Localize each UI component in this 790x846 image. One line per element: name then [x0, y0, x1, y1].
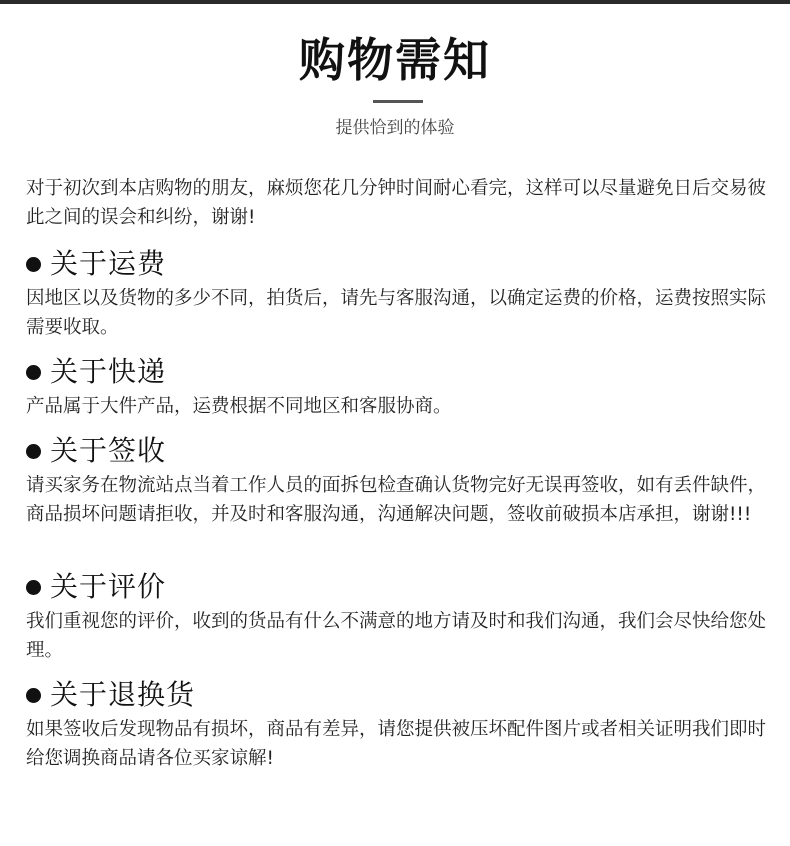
- page-title: 购物需知: [299, 33, 491, 87]
- bullet-icon: [26, 580, 41, 595]
- section-heading: [26, 244, 771, 284]
- section-shipping-fee: [26, 244, 771, 342]
- section-body: 如果签收后发现物品有损坏，商品有差异，请您提供被压坏配件图片或者相关证明我们即时给您调换商品请各位买家谅解!: [26, 719, 767, 769]
- section-heading-text: 关于退换货: [50, 678, 196, 711]
- section-body: 我们重视您的评价，收到的货品有什么不满意的地方请及时和我们沟通，我们会尽快给您处理。: [26, 611, 767, 661]
- section-heading: [26, 675, 771, 715]
- section-courier: [26, 352, 771, 421]
- bullet-icon: [26, 444, 41, 459]
- section-heading: [26, 431, 771, 471]
- section-heading: [26, 352, 771, 392]
- page-subtitle: 提供恰到的体验: [335, 118, 455, 138]
- section-heading-text: 关于快递: [50, 355, 167, 388]
- section-heading-text: 关于运费: [50, 247, 167, 280]
- section-returns: [26, 675, 771, 773]
- section-body: 请买家务在物流站点当着工作人员的面拆包检查确认货物完好无误再签收，如有丢件缺件，商品损坏问题请拒收，并及时和客服沟通，沟通解决问题，签收前破损本店承担，谢谢!!!: [26, 475, 767, 525]
- bullet-icon: [26, 365, 41, 380]
- section-body: 产品属于大件产品，运费根据不同地区和客服协商。: [26, 396, 452, 417]
- section-receipt: [26, 431, 771, 529]
- section-heading-text: 关于评价: [50, 570, 167, 603]
- section-body: 因地区以及货物的多少不同，拍货后，请先与客服沟通，以确定运费的价格，运费按照实际需要收取。: [26, 288, 767, 338]
- top-divider: [0, 0, 790, 4]
- section-heading: [26, 567, 771, 607]
- title-underline: [373, 100, 423, 103]
- intro-paragraph: 对于初次到本店购物的朋友，麻烦您花几分钟时间耐心看完，这样可以尽量避免日后交易彼此之间的误会和纠纷，谢谢!: [26, 178, 767, 228]
- section-reviews: [26, 567, 771, 665]
- bullet-icon: [26, 257, 41, 272]
- section-heading-text: 关于签收: [50, 434, 167, 467]
- bullet-icon: [26, 688, 41, 703]
